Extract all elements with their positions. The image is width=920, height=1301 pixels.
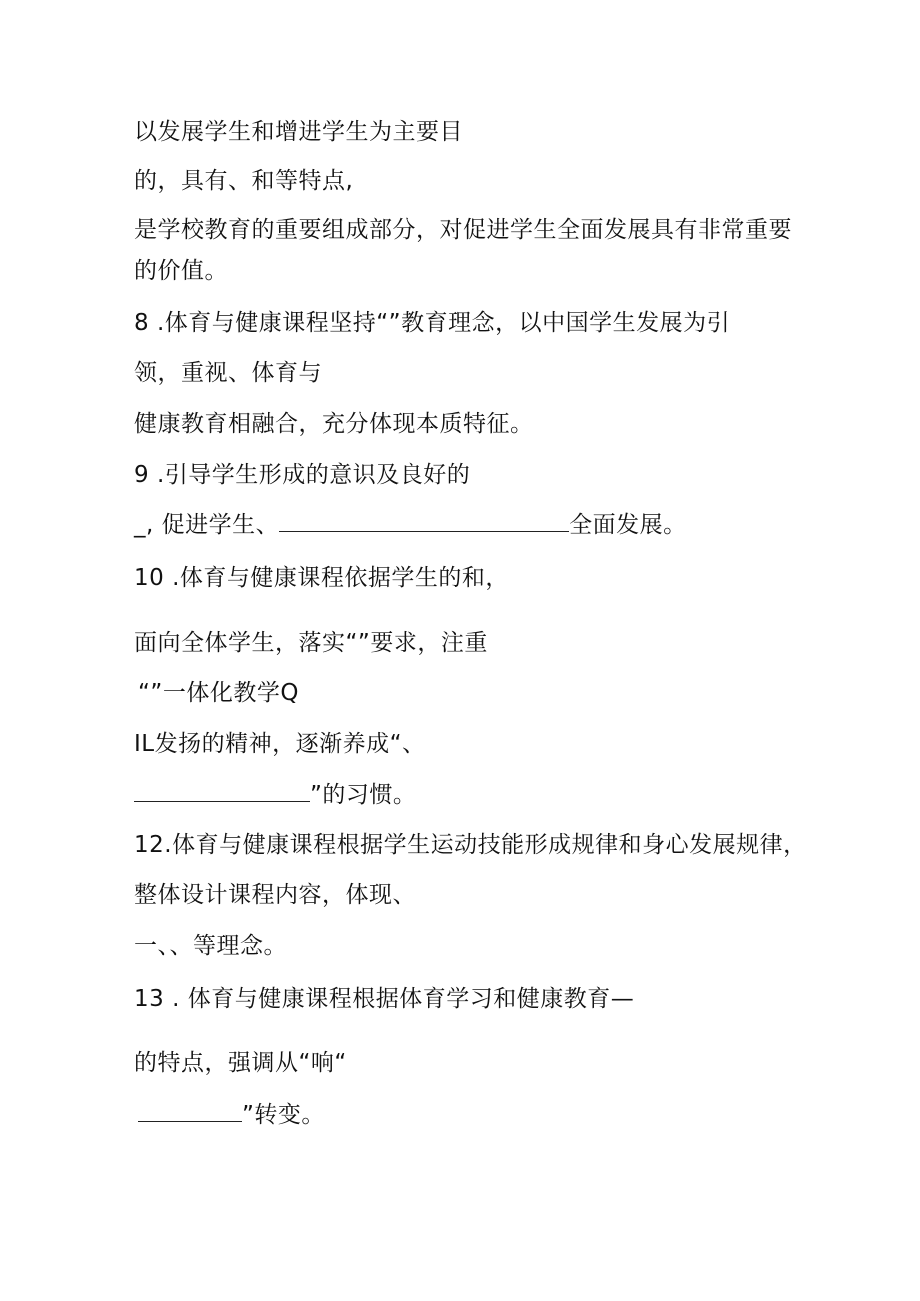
answer-blank[interactable] [134,781,310,802]
line-text-before: _, 促进学生、 [134,512,280,538]
text-line: IL发扬的精神，逐渐养成“、 [134,731,426,757]
text-line: “”一体化教学Q [138,680,299,706]
text-line: 整体设计课程内容，体现、 [134,882,416,908]
fill-in-line [134,510,687,540]
text-line: 健康教育相融合，充分体现本质特征。 [134,411,534,437]
answer-blank[interactable] [138,1101,242,1122]
text-line: 的，具有、和等特点, [134,168,354,194]
fill-in-line [138,1100,325,1130]
line-text-after: 全面发展。 [569,512,687,538]
line-text-after: ”的习惯。 [310,782,417,808]
text-line: 是学校教育的重要组成部分，对促进学生全面发展具有非常重要 [134,217,792,243]
question-8-line: 8 .体育与健康课程坚持“”教育理念，以中国学生发展为引 [134,310,731,336]
text-line: 以发展学生和增进学生为主要目 [134,119,463,145]
question-9-line: 9 .引导学生形成的意识及良好的 [134,462,471,488]
text-line: 领，重视、体育与 [134,360,322,386]
text-line: 一、、等理念。 [134,933,287,959]
text-line: 面向全体学生，落实“”要求，注重 [134,630,488,656]
question-13-line: 13 . 体育与健康课程根据体育学习和健康教育— [134,986,635,1012]
question-12-line: 12.体育与健康课程根据学生运动技能形成规律和身心发展规律， [134,832,807,858]
question-10-line: 10 .体育与健康课程依据学生的和， [134,565,509,591]
answer-blank[interactable] [279,511,569,532]
text-line: 的价值。 [134,258,228,284]
text-line: 的特点，强调从“响“ [134,1050,347,1076]
line-text-after: ”转变。 [242,1102,325,1128]
fill-in-line [134,780,416,810]
